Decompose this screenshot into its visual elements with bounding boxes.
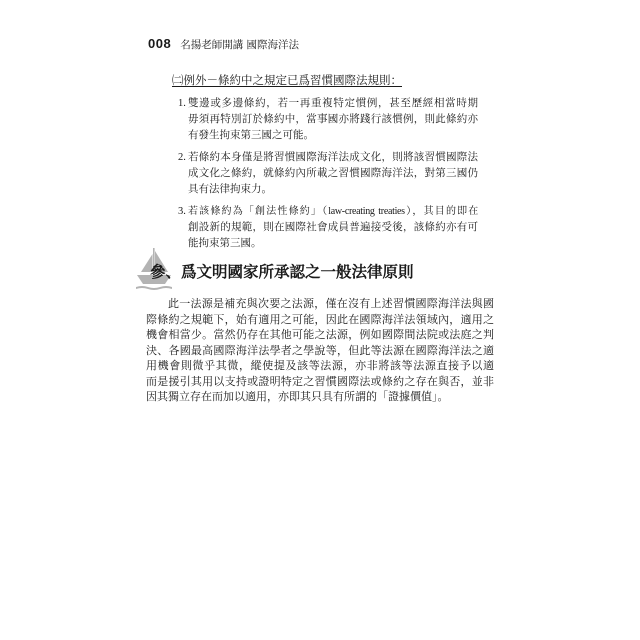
paragraph-line: 此一法源是補充與次要之法源，僅在沒有上述習慣國際海洋法與國 (168, 298, 494, 310)
item-number: 1. (178, 98, 186, 109)
item-line: 毋須再特別訂於條約中，當事國亦將踐行該慣例，則此條約亦 (188, 114, 478, 125)
item-line: 若該條約為「創法性條約」（law-creating treaties），其目的即在 (188, 206, 478, 217)
item-line: 若條約本身僅是將習慣國際海洋法成文化，則將該習慣國際法 (188, 152, 478, 163)
item-line: 能拘束第三國。 (188, 238, 262, 249)
body-paragraph (146, 297, 494, 406)
paragraph-line: 際條約之規範下，始有適用之可能，因此在國際海洋法領域內，適用之 (146, 313, 494, 326)
book-title: 名揚老師開講 國際海洋法 (180, 39, 300, 51)
item-line: 成文化之條約，就條約內所載之習慣國際海洋法，對第三國仍 (188, 168, 478, 179)
paragraph-line: 用機會則微乎其微，縱使提及該等法源，亦非將該等法源直接予以適 (146, 360, 494, 372)
list-item (178, 150, 478, 198)
paragraph-line: 而是援引其用以支持或證明特定之習慣國際法或條約之存在與否，並非 (146, 375, 494, 388)
item-number: 2. (178, 152, 186, 163)
paragraph-line: 因其獨立存在而加以適用，亦即其只具有所謂的「證據價值」。 (146, 391, 449, 403)
paragraph-line: 機會相當少。當然仍存在其他可能之法源，例如國際間法院或法庭之判 (146, 329, 494, 341)
running-header (148, 36, 299, 54)
item-line: 有發生拘束第三國之可能。 (188, 130, 314, 141)
list-item (178, 96, 478, 144)
item-line: 雙邊或多邊條約，若一再重複特定慣例，甚至歷經相當時期 (188, 98, 478, 109)
page-number: 008 (148, 36, 172, 51)
list-item (178, 204, 478, 252)
section-heading: 參、爲文明國家所承認之一般法律原則 (150, 264, 414, 281)
item-line: 創設新的規範，則在國際社會成員普遍接受後，該條約亦有可 (188, 222, 478, 233)
item-line: 具有法律拘束力。 (188, 184, 272, 195)
item-number: 3. (178, 206, 186, 217)
subsection-heading: ㈡例外－條約中之規定已爲習慣國際法規則： (172, 75, 402, 87)
paragraph-line: 決、各國最高國際海洋法學者之學說等，但此等法源在國際海洋法之適 (146, 344, 494, 357)
